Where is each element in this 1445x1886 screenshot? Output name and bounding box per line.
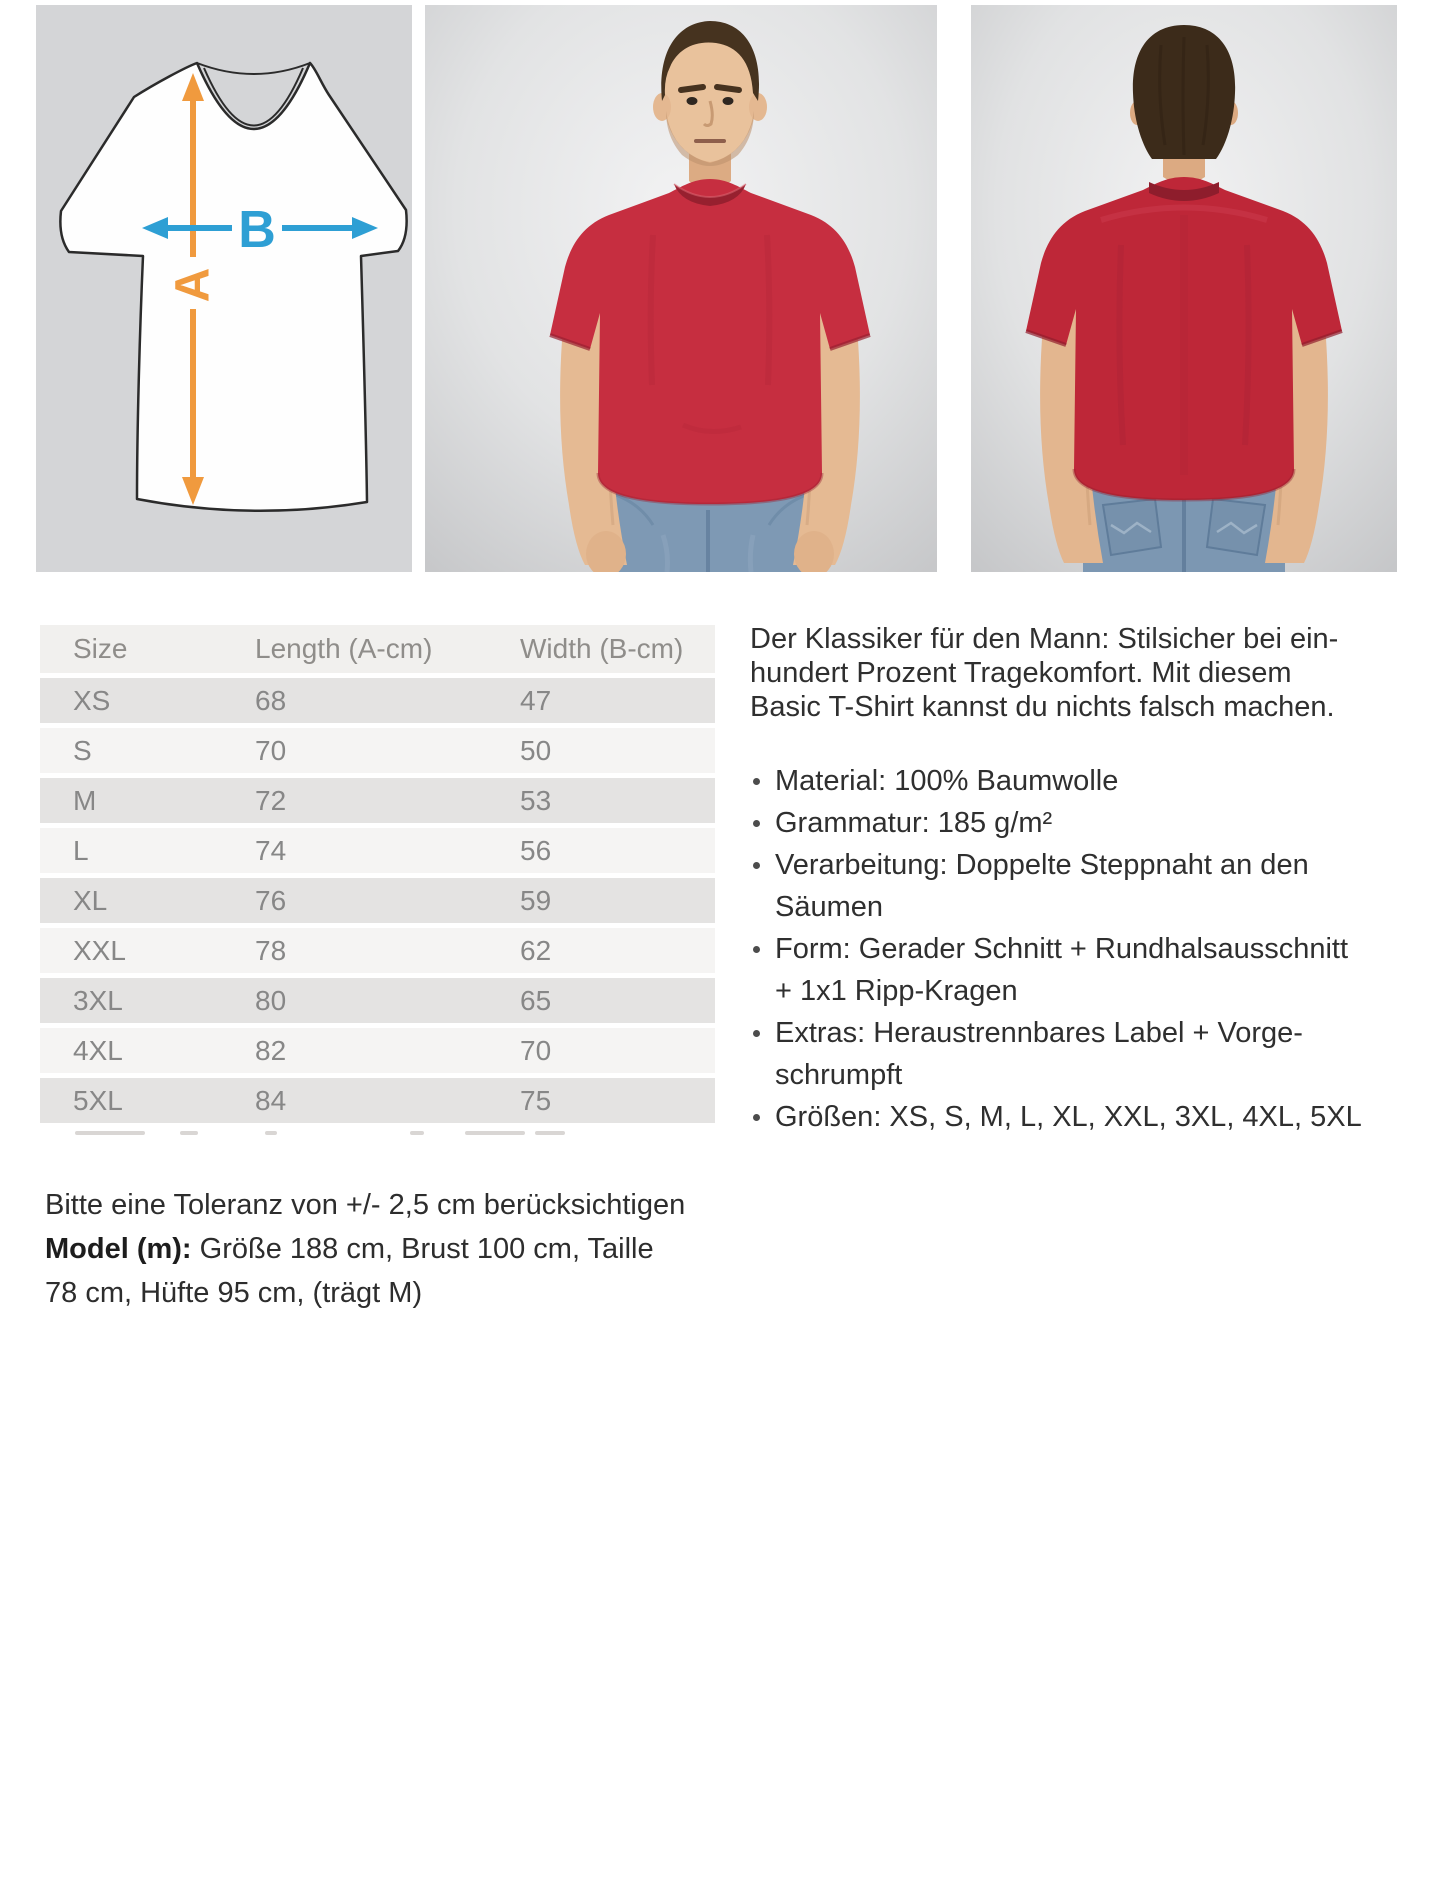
feature-item: Größen: XS, S, M, L, XL, XXL, 3XL, 4XL, 5XL (750, 1096, 1440, 1138)
header-width: Width (B-cm) (520, 633, 684, 664)
head-back (1130, 25, 1238, 159)
table-row: L 74 56 (40, 828, 715, 873)
feature-item: Extras: Heraustrennbares Label + Vorge- schrumpft (750, 1012, 1440, 1096)
model-info-line (45, 1227, 705, 1271)
model-front-figure (425, 5, 937, 572)
tshirt-measure-diagram (36, 5, 412, 572)
bullet-icon (753, 946, 760, 953)
model-front-photo (425, 5, 937, 572)
size-table (40, 625, 715, 1128)
description-line: Der Klassiker für den Mann: Stilsicher bei ein- (750, 623, 1339, 655)
measurement-notes (45, 1183, 705, 1315)
table-row: 3XL 80 65 (40, 978, 715, 1023)
width-label-b: B (238, 201, 276, 259)
product-description (750, 622, 1440, 724)
bullet-icon (753, 1114, 760, 1121)
description-line: hundert Prozent Tragekomfort. Mit diesem (750, 657, 1292, 689)
table-cropped-edge (40, 1131, 715, 1136)
table-row: 4XL 82 70 (40, 1028, 715, 1073)
tolerance-note: Bitte eine Toleranz von +/- 2,5 cm berücksichtigen (45, 1189, 686, 1221)
description-line: Basic T-Shirt kannst du nichts falsch machen. (750, 691, 1335, 723)
table-row: M 72 53 (40, 778, 715, 823)
model-back-photo (971, 5, 1397, 572)
table-row: XL 76 59 (40, 878, 715, 923)
model-back-figure (971, 5, 1397, 572)
feature-item: Form: Gerader Schnitt + Rundhalsausschnitt + 1x1 Ripp-Kragen (750, 928, 1440, 1012)
table-row: 5XL 84 75 (40, 1078, 715, 1123)
model-info-line: 78 cm, Hüfte 95 cm, (trägt M) (45, 1277, 423, 1309)
model-info-rest: Größe 188 cm, Brust 100 cm, Taille (191, 1233, 654, 1265)
bullet-icon (753, 862, 760, 869)
length-label-a: A (166, 267, 220, 303)
size-diagram-panel (36, 5, 412, 572)
size-table-header (40, 625, 715, 673)
bullet-icon (753, 1030, 760, 1037)
table-row: S 70 50 (40, 728, 715, 773)
table-row: XS 68 47 (40, 678, 715, 723)
feature-list (750, 760, 1440, 1138)
header-length: Length (A-cm) (255, 633, 433, 664)
bullet-icon (753, 778, 760, 785)
model-info-label: Model (m): (45, 1233, 192, 1265)
feature-item: Material: 100% Baumwolle (750, 760, 1440, 802)
table-row: XXL 78 62 (40, 928, 715, 973)
bullet-icon (753, 820, 760, 827)
header-size: Size (73, 633, 128, 664)
feature-item: Verarbeitung: Doppelte Steppnaht an den Säumen (750, 844, 1440, 928)
feature-item: Grammatur: 185 g/m² (750, 802, 1440, 844)
